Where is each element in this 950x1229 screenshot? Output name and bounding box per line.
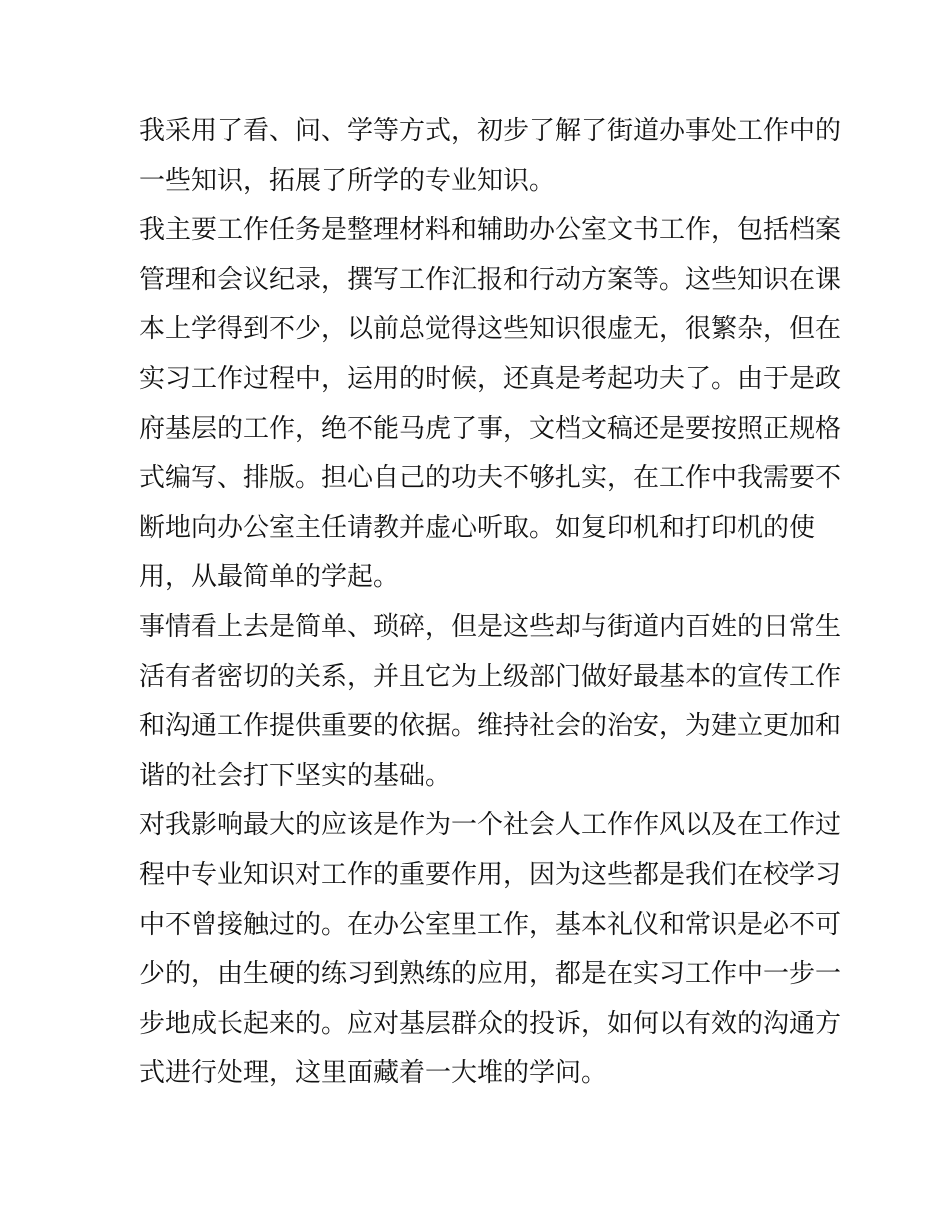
text-line: 我采用了看、问、学等方式，初步了解了街道办事处工作中的 xyxy=(139,116,842,146)
text-line: 事情看上去是简单、琐碎，但是这些却与街道内百姓的日常生 xyxy=(139,611,842,642)
text-line: 程中专业知识对工作的重要作用，因为这些都是我们在校学习 xyxy=(139,859,842,890)
text-line: 和沟通工作提供重要的依据。维持社会的治安，为建立更加和 xyxy=(139,711,842,742)
text-line: 步地成长起来的。应对基层群众的投诉，如何以有效的沟通方 xyxy=(139,1008,842,1039)
text-line: 府基层的工作，绝不能马虎了事，文档文稿还是要按照正规格 xyxy=(139,413,842,444)
text-line: 谐的社会打下坚实的基础。 xyxy=(139,760,452,791)
text-line: 本上学得到不少，以前总觉得这些知识很虚无，很繁杂，但在 xyxy=(139,314,842,345)
document-body xyxy=(139,107,842,1099)
text-line: 对我影响最大的应该是作为一个社会人工作作风以及在工作过 xyxy=(139,810,842,841)
text-line: 管理和会议纪录，撰写工作汇报和行动方案等。这些知识在课 xyxy=(139,264,842,295)
text-line: 式编写、排版。担心自己的功夫不够扎实，在工作中我需要不 xyxy=(139,463,842,494)
text-line: 实习工作过程中，运用的时候，还真是考起功夫了。由于是政 xyxy=(139,363,842,394)
text-line: 中不曾接触过的。在办公室里工作，基本礼仪和常识是必不可 xyxy=(139,909,842,940)
text-line: 活有者密切的关系，并且它为上级部门做好最基本的宣传工作 xyxy=(139,661,842,692)
text-line: 式进行处理，这里面藏着一大堆的学问。 xyxy=(139,1058,608,1089)
text-line: 我主要工作任务是整理材料和辅助办公室文书工作，包括档案 xyxy=(139,215,842,246)
text-line: 少的，由生硬的练习到熟练的应用，都是在实习工作中一步一 xyxy=(139,959,842,990)
text-line: 一些知识，拓展了所学的专业知识。 xyxy=(139,165,556,196)
text-line: 用，从最简单的学起。 xyxy=(139,562,400,593)
text-line: 断地向办公室主任请教并虚心听取。如复印机和打印机的使 xyxy=(139,512,816,543)
